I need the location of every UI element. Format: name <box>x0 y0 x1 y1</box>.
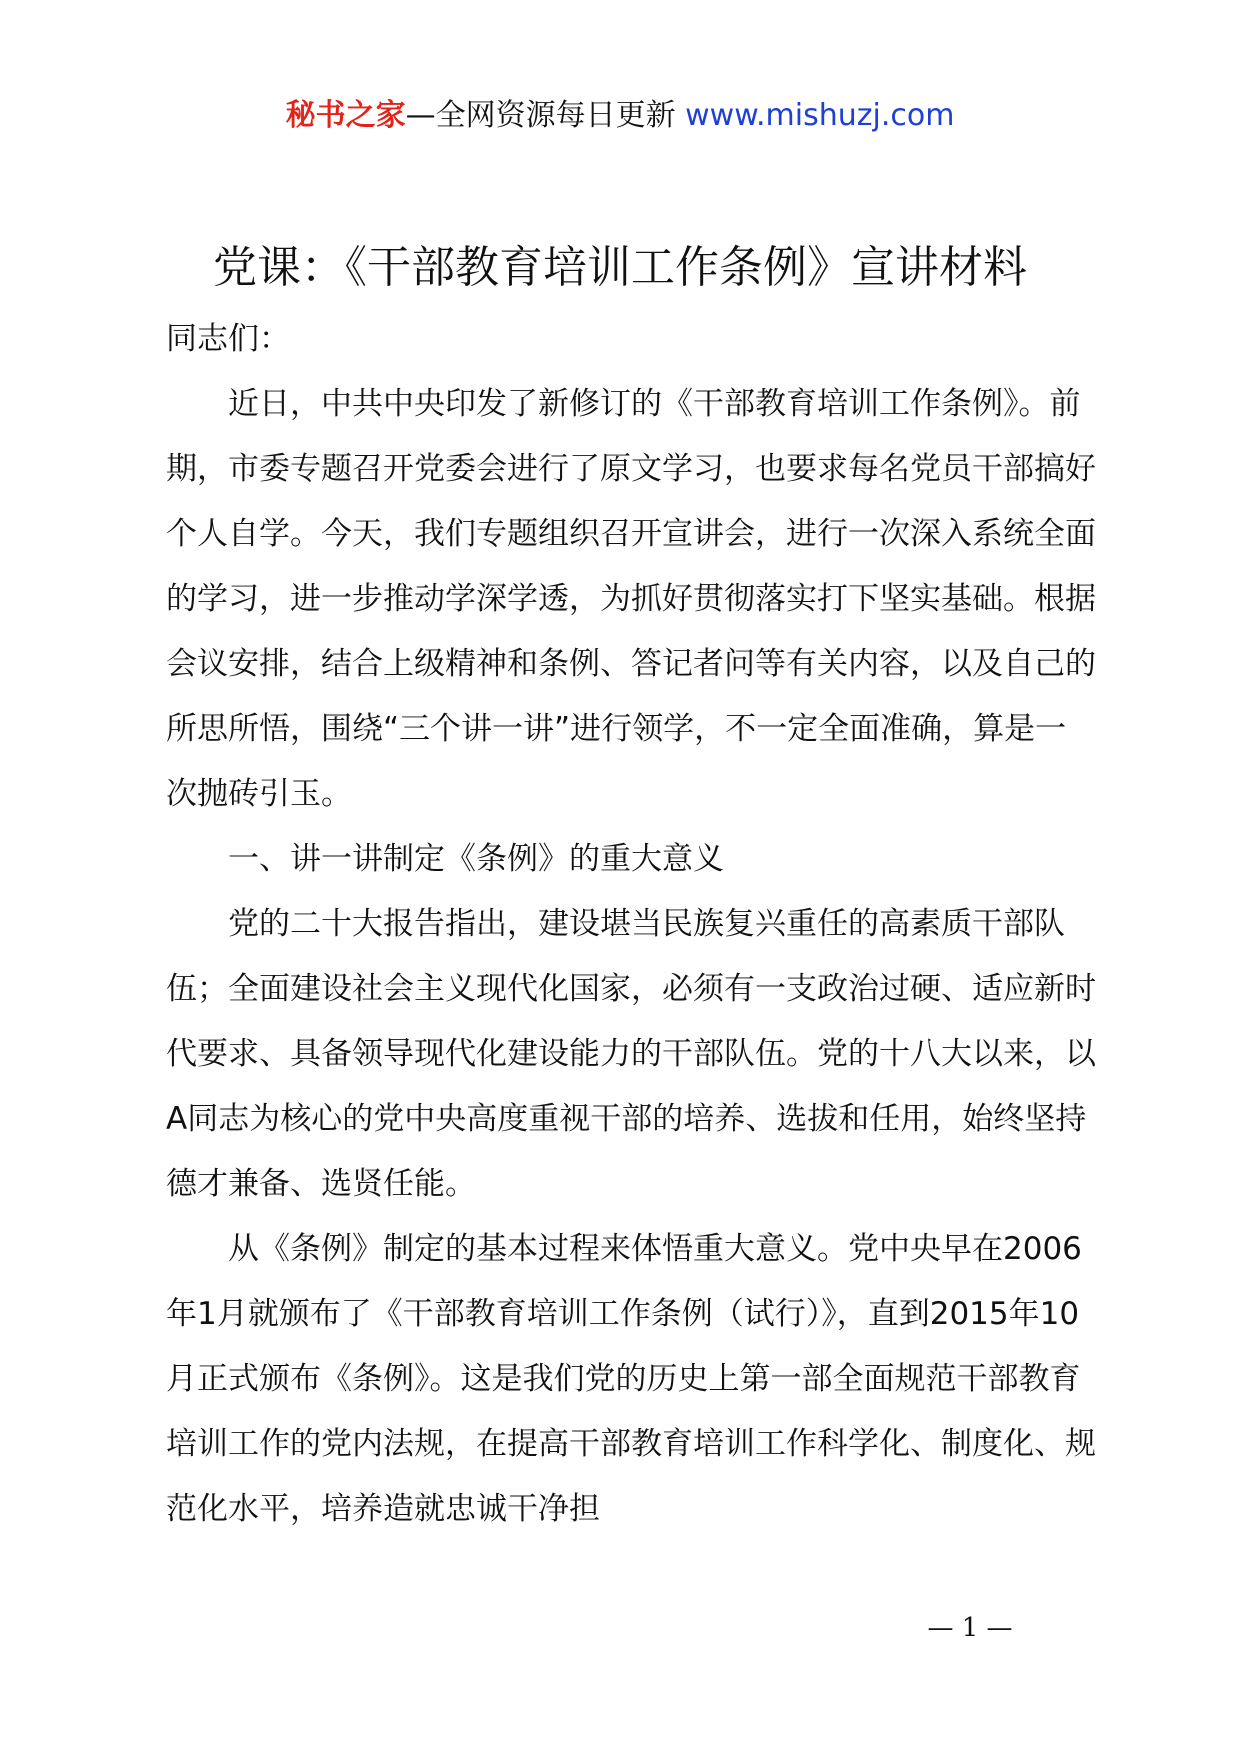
site-url-link[interactable]: www.mishuzj.com <box>685 98 955 133</box>
paragraph-history: 从《条例》制定的基本过程来体悟重大意义。党中央早在2006年1月就颁布了《干部教育培训工作条例（试行）》，直到2015年10月正式颁布《条例》。这是我们党的历史上第一部全面规范干部教育培训工作的党内法规，在提高干部教育培训工作科学化、制度化、规范化水平，培养造就忠诚干净担 <box>166 1231 1096 1527</box>
section-heading: 一、讲一讲制定《条例》的重大意义 <box>228 841 724 877</box>
salutation: 同志们： <box>166 321 290 357</box>
document-title: 党课：《干部教育培训工作条例》宣讲材料 <box>213 242 1027 293</box>
site-tagline: —全网资源每日更新 <box>405 98 676 133</box>
paragraph-significance: 党的二十大报告指出，建设堪当民族复兴重任的高素质干部队伍；全面建设社会主义现代化国家，必须有一支政治过硬、适应新时代要求、具备领导现代化建设能力的干部队伍。党的十八大以来，以A同志为核心的党中央高度重视干部的培养、选拔和任用，始终坚持德才兼备、选贤任能。 <box>166 906 1096 1202</box>
paragraph-intro: 近日，中共中央印发了新修订的《干部教育培训工作条例》。前期，市委专题召开党委会进行了原文学习，也要求每名党员干部搞好个人自学。今天，我们专题组织召开宣讲会，进行一次深入系统全面的学习，进一步推动学深学透，为抓好贯彻落实打下坚实基础。根据会议安排，结合上级精神和条例、答记者问等有关内容，以及自己的所思所悟，围绕“三个讲一讲”进行领学，不一定全面准确，算是一次抛砖引玉。 <box>166 386 1096 812</box>
page-number: — 1 — <box>927 1613 1013 1643</box>
site-header <box>0 98 1240 134</box>
site-brand: 秘书之家 <box>285 98 406 133</box>
document-body <box>166 307 1096 1542</box>
